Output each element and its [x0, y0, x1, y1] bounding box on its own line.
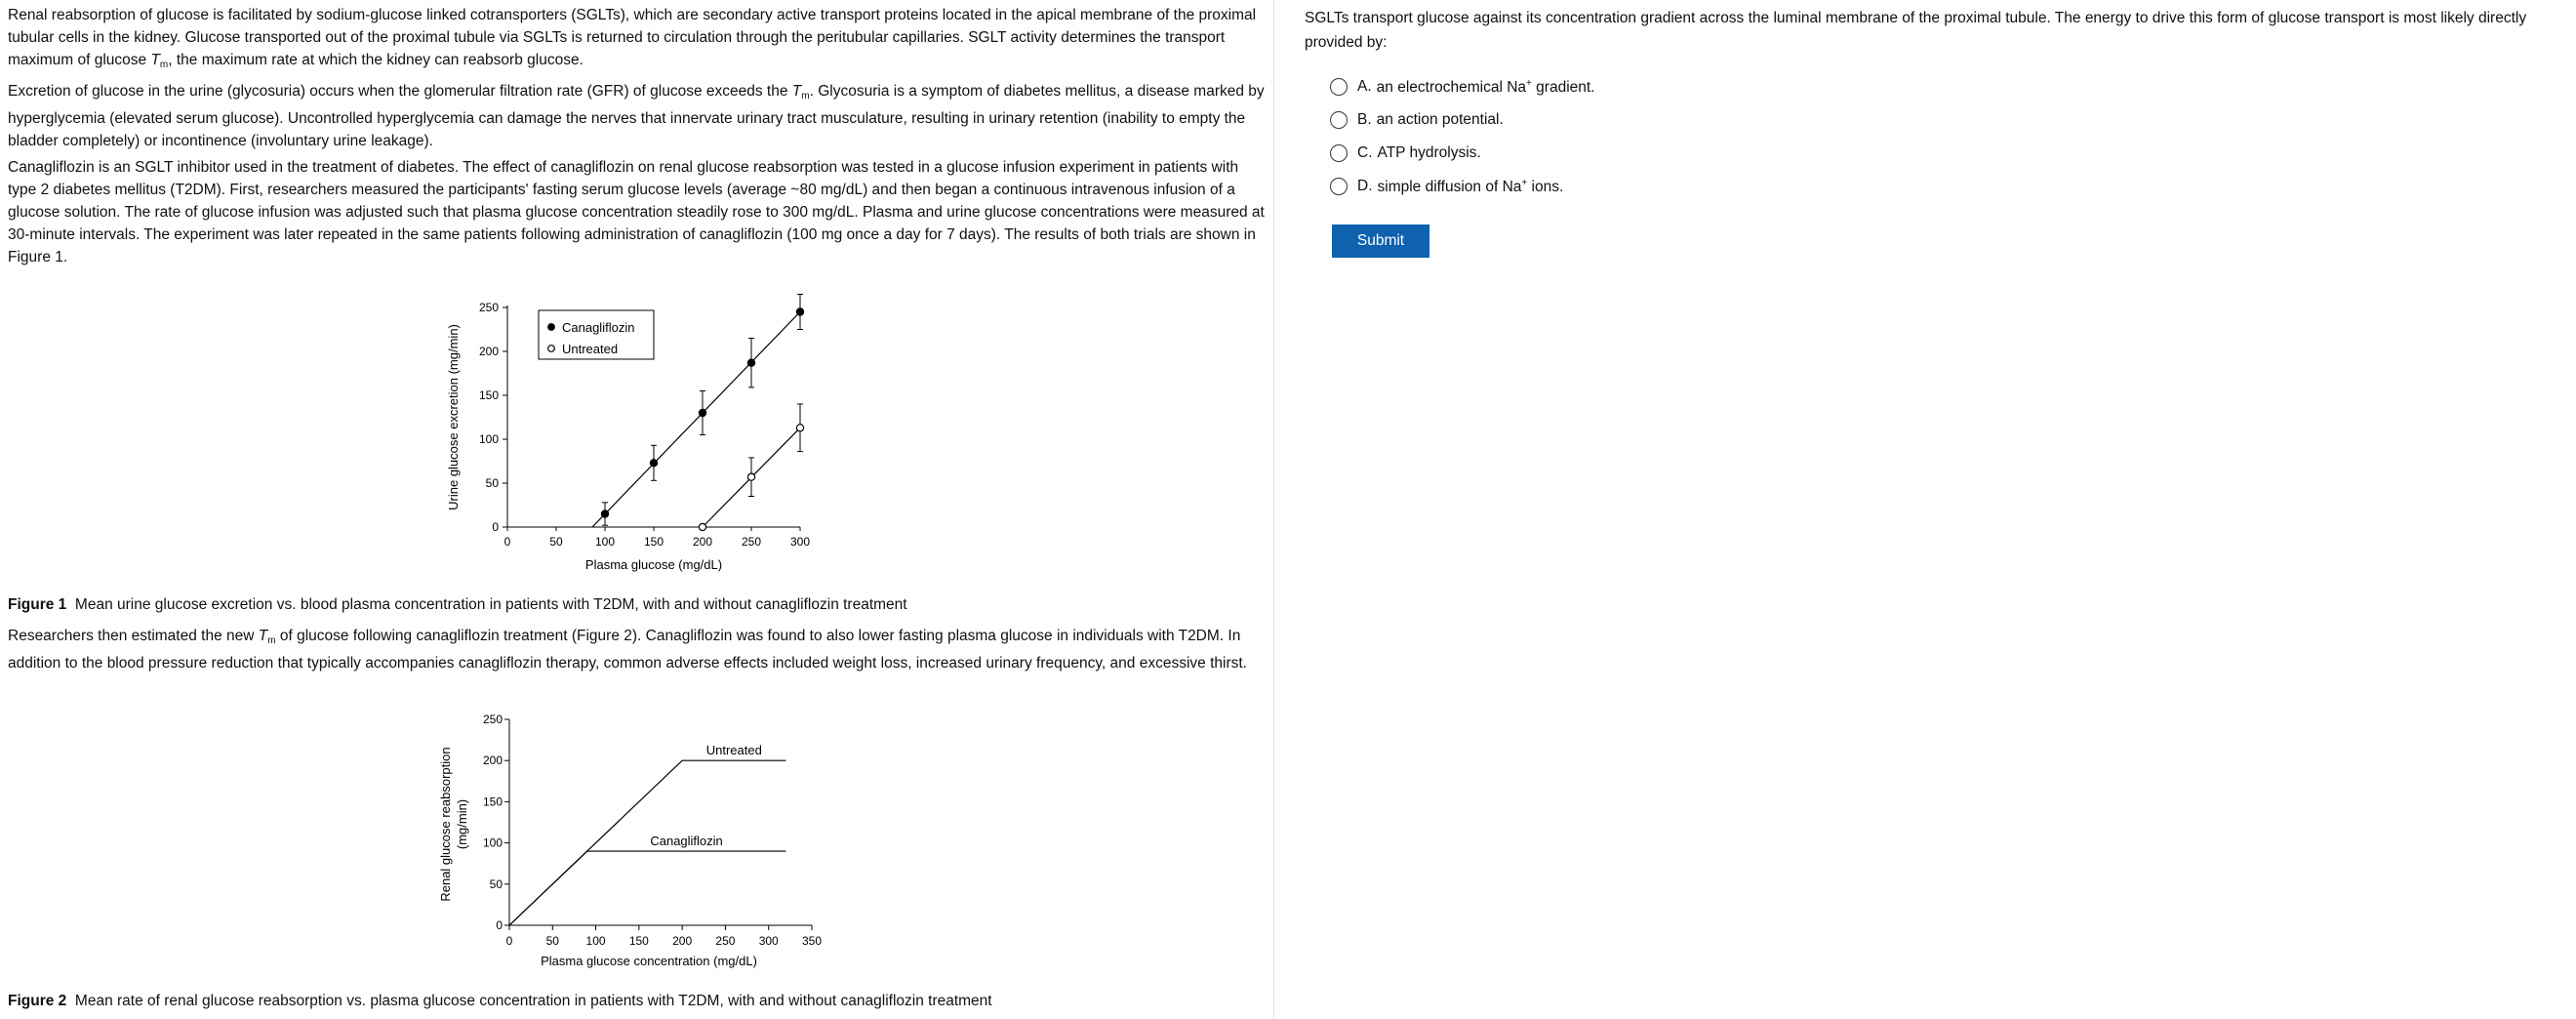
- choice-b-text: an action potential.: [1376, 111, 1504, 128]
- paragraph-2-text-b: . Glycosuria is a symptom of diabetes mellitus, a disease marked by hyperglycemia (elevated serum glucose). Uncontrolled hyperglycemia can damage the nerves that innervate urinary tract musculature, resulting in urinary retention (inability to empty the bladder completely) or incontinence (involuntary urine leakage).: [8, 83, 1265, 149]
- passage-panel: [0, 0, 1274, 1019]
- choice-a-text-b: gradient.: [1531, 78, 1595, 96]
- data-point-canagliflozin: [601, 510, 608, 517]
- figure-1-caption-text: Mean urine glucose excretion vs. blood plasma concentration in patients with T2DM, with and without canagliflozin treatment: [74, 596, 907, 613]
- y-tick-label: 200: [478, 345, 499, 358]
- x-tick-label: 0: [505, 934, 513, 948]
- radio-button-c[interactable]: [1330, 144, 1348, 162]
- tm-subscript: m: [267, 635, 276, 646]
- choice-c-text: ATP hydrolysis.: [1377, 144, 1481, 161]
- y-tick-label: 200: [482, 754, 503, 768]
- question-panel: [1275, 0, 2576, 1019]
- data-point-untreated: [796, 425, 803, 431]
- paragraph-4-text-b: of glucose following canagliflozin treatment (Figure 2). Canagliflozin was found to also lower fasting plasma glucose in individuals with T2DM. In addition to the blood pressure reduction that typically accompanies canagliflozin therapy, common adverse effects included weight loss, increased urinary frequency, and excessive thirst.: [8, 628, 1247, 672]
- paragraph-1-text-a: Renal reabsorption of glucose is facilitated by sodium-glucose linked cotransporters (SGLTs), which are secondary active transport proteins located in the apical membrane of the proximal tubular cells in the kidney. Glucose transported out of the proximal tubule via SGLTs is returned to circulation through the peritubular capillaries. SGLT activity determines the transport maximum of glucose: [8, 7, 1257, 68]
- choice-d-text: [1378, 178, 1564, 196]
- legend: [539, 310, 654, 359]
- data-point-canagliflozin: [650, 460, 657, 467]
- tm-subscript: m: [159, 60, 169, 70]
- figure-1-chart: [429, 288, 839, 581]
- x-tick-label: 50: [545, 934, 559, 948]
- x-tick-label: 200: [672, 934, 693, 948]
- radio-button-a[interactable]: [1330, 78, 1348, 96]
- passage-paragraph-1: [8, 4, 1267, 76]
- legend-marker-canagliflozin: [548, 324, 555, 331]
- paragraph-1-text-b: , the maximum rate at which the kidney can reabsorb glucose.: [168, 52, 584, 68]
- figure-2-caption: [8, 990, 992, 1012]
- figure-2-chart: [429, 705, 839, 980]
- y-axis-label: Urine glucose excretion (mg/min): [446, 324, 461, 510]
- radio-button-d[interactable]: [1330, 178, 1348, 195]
- x-tick-label: 250: [741, 535, 762, 549]
- tm-symbol: T: [150, 52, 160, 68]
- tm-symbol: T: [258, 628, 268, 644]
- x-tick-label: 100: [594, 535, 616, 549]
- figure-1-label: Figure 1: [8, 596, 67, 613]
- data-point-untreated: [699, 523, 705, 530]
- x-tick-label: 300: [789, 535, 811, 549]
- x-tick-label: 350: [801, 934, 823, 948]
- data-point-canagliflozin: [699, 409, 705, 416]
- data-point-canagliflozin: [747, 359, 754, 366]
- choice-c[interactable]: [1330, 142, 1481, 165]
- choice-b-letter: B.: [1357, 111, 1372, 128]
- y-tick-label: 150: [478, 388, 499, 402]
- tm-subscript: m: [801, 91, 810, 102]
- question-stem: SGLTs transport glucose against its concentration gradient across the luminal membrane of the proximal tubule. The energy to drive this form of glucose transport is most likely directly provided by:: [1305, 10, 2527, 51]
- choice-d-superscript: +: [1521, 177, 1528, 188]
- x-tick-label: 200: [692, 535, 713, 549]
- x-tick-label: 250: [715, 934, 736, 948]
- choice-d-letter: D.: [1357, 178, 1373, 194]
- passage-paragraph-4: [8, 625, 1267, 674]
- series-label-untreated: Untreated: [705, 743, 762, 758]
- radio-button-b[interactable]: [1330, 111, 1348, 129]
- legend-label-canagliflozin: Canagliflozin: [562, 320, 635, 335]
- figure-1-caption: [8, 593, 907, 616]
- x-tick-label: 150: [643, 535, 664, 549]
- data-point-untreated: [747, 473, 754, 480]
- choice-a[interactable]: [1330, 75, 1595, 99]
- submit-button[interactable]: Submit: [1332, 224, 1429, 258]
- choice-a-superscript: +: [1526, 77, 1532, 89]
- x-tick-label: 300: [758, 934, 779, 948]
- choice-d-text-b: ions.: [1527, 178, 1564, 195]
- series-label-canagliflozin: Canagliflozin: [650, 834, 723, 849]
- y-axis-label-line-2: (mg/min): [455, 798, 469, 850]
- legend-label-untreated: Untreated: [562, 342, 619, 356]
- choice-d[interactable]: [1330, 175, 1563, 198]
- paragraph-4-text-a: Researchers then estimated the new: [8, 628, 259, 644]
- y-axis-label-line-1: Renal glucose reabsorption: [438, 747, 453, 902]
- choice-a-letter: A.: [1357, 78, 1372, 95]
- series-line-untreated: [509, 760, 785, 925]
- choice-c-letter: C.: [1357, 144, 1373, 161]
- y-tick-label: 50: [485, 476, 499, 490]
- y-tick-label: 100: [482, 836, 503, 850]
- data-point-canagliflozin: [796, 308, 803, 315]
- y-tick-label: 250: [482, 713, 503, 726]
- series-line-canagliflozin: [509, 851, 785, 925]
- x-tick-label: 100: [585, 934, 606, 948]
- x-axis-label: Plasma glucose concentration (mg/dL): [541, 954, 757, 968]
- paragraph-2-text-a: Excretion of glucose in the urine (glycosuria) occurs when the glomerular filtration rate (GFR) of glucose exceeds the: [8, 83, 792, 100]
- tm-symbol: T: [791, 83, 802, 100]
- y-tick-label: 150: [482, 795, 503, 809]
- x-tick-label: 50: [549, 535, 563, 549]
- choice-b[interactable]: [1330, 108, 1504, 132]
- choice-a-text: [1377, 78, 1595, 97]
- figure-2-label: Figure 2: [8, 993, 67, 1009]
- choice-a-text-a: an electrochemical Na: [1376, 78, 1527, 96]
- choice-d-text-a: simple diffusion of Na: [1377, 178, 1522, 195]
- passage-paragraph-3: Canagliflozin is an SGLT inhibitor used in the treatment of diabetes. The effect of canagliflozin on renal glucose reabsorption was tested in a glucose infusion experiment in patients with type 2 diabetes mellitus (T2DM). First, researchers measured the participants' fasting serum glucose levels (average ~80 mg/dL) and then began a continuous intravenous infusion of a glucose solution. The rate of glucose infusion was adjusted such that plasma glucose concentration steadily rose to 300 mg/dL. Plasma and urine glucose concentrations were measured at 30-minute intervals. The experiment was later repeated in the same patients following administration of canagliflozin (100 mg once a day for 7 days). The results of both trials are shown in Figure 1.: [8, 159, 1265, 265]
- passage-paragraph-2: [8, 80, 1267, 152]
- x-axis-label: Plasma glucose (mg/dL): [584, 557, 723, 572]
- y-tick-label: 50: [489, 876, 503, 891]
- x-tick-label: 150: [628, 934, 649, 948]
- y-tick-label: 100: [478, 432, 499, 446]
- x-tick-label: 0: [503, 535, 511, 549]
- y-tick-label: 0: [492, 520, 499, 534]
- y-tick-label: 0: [496, 918, 503, 932]
- y-tick-label: 250: [478, 301, 499, 314]
- figure-2-caption-text: Mean rate of renal glucose reabsorption vs. plasma glucose concentration in patients with T2DM, with and without canagliflozin treatment: [74, 993, 992, 1009]
- legend-marker-untreated: [548, 346, 555, 352]
